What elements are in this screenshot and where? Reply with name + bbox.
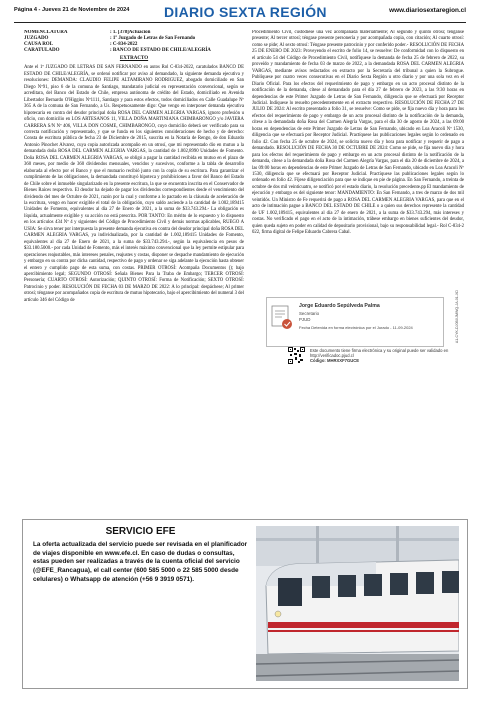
case-info-value: : C-834-2022: [110, 42, 138, 47]
document-side-code: A1-CYK-DJ0BXJMWQ-JA-01-XD: [455, 290, 459, 344]
signature-seal-icon: [270, 304, 294, 332]
efe-ad-body: La oferta actualizada del servicio puede ser revisada en el planificador de viajes disponible en www.efe.cl. En caso de dudas o consultas, estas pueden ser realizadas a través de la cuenta oficial del servicio (@EFE_Rancagua), el call center (600 585 5000 o 22 585 5000 desde celulares) o Whatsapp de atención (+56 9 3919 0571).: [33, 541, 248, 583]
signer-role: Secretario: [299, 311, 320, 316]
case-info-key: CARATULADO: [24, 48, 60, 53]
case-info-key: NOMENCLATURA: [24, 30, 68, 35]
signer-court: PJUD: [299, 317, 311, 322]
article-column-left: [24, 30, 244, 513]
efe-ad-title: SERVICIO EFE: [105, 526, 176, 537]
page-header: [14, 4, 466, 23]
verification-message: Este documento tiene firma electrónica y su original puede ser validado en http://verificadoc.pjud.cl: [310, 348, 449, 358]
signature-date: Fecha Detenida en forma electrónica por el Jurado - 11-09-2024: [299, 325, 413, 330]
extracto-body-left: Ante el 1º JUZGADO DE LETRAS DE SAN FERNANDO en autos Rol C-834-2022, caratulados BANCO DE ESTADO DE CHILE/ALEGRÍA, se ordenó notificar por aviso al demandado, la siguiente demanda ejecutiva y resoluciones: DEMANDA: CLAUDIO FELIPE ALTAMIRANO RODRIGUEZ, abogado domiciliado en San Diego Nº91, piso 6 de la comuna de Santiago, mandatario judicial en representación convencional, según se acreditara, del Banco del Estado de Chile, empresa autónoma de crédito del Estado, domiciliado en Avenida Libertador Bernardo O'Higgins Nº1111, Santiago y para estos efectos, todos domiciliados en Calle Guadalupe Nº 365 A de la comuna de San Fernando, a Us. Respetuosamente digo: Que vengo en interponer demanda ejecutiva hipotecaria en contra del deudor principal doña ROSA DEL CARMEN ALEGRIA VARGAS, ignoro profesión u oficio, con domicilio en LOS ARTESANOS 11, VILLA DOÑA MARTINIANA CHIMBARONGO y/o JAVIERA CARRERA S/N Nº 406, VILLA DON COSME, CHIMBARONGO, cuyo domicilio deberá ser verificado para su correcta notificación y representado, y que se funda en los siguientes consideraciones de hecho y de derecho: Consta de escritura pública de fecha 23 de Diciembre de 2015, suscrita en la Notaría de Rengo, de don Eduardo Antonio Pinochet Alvarez, cuya copia autorizada acompaño en un otrosí, que mi representado dio en mutuo a la demandada doña ROSA DEL CARMEN ALEGRIA VARGAS, la cantidad de 1.002,8990 Unidades de Fomento. Doña ROSA DEL CARMEN ALEGRIA VARGAS, se obligó a pagar la cantidad recibida en mutuo en el plazo de 360 meses, por medio de 360 dividendos mensuales, vencidos y sucesivos, conforme a la tabla de desarrollo elaborada al efecto por el Banco y que el mutuario recibió junto con la copia de su escritura. Para garantizar el cumplimiento de las obligaciones, la demandada constituyó hipoteca y prohibiciones a favor del Banco del Estado de Chile sobre el inmueble singularizado en la presente escritura, la que se encuentra inscrita en el Conservador de Bienes Raíces respectivo. El deudor ha dejado de pagar los dividendos correspondientes desde el vencimiento del dividendo del mes de Octubre de 2021, razón por la cual y conforme a lo pactado en la cláusula de aceleración de la escritura, vengo en hacer exigible el total de la obligación, cuyo saldo asciende a la cantidad de 1.002,189415 Unidades de Fomento, equivalentes al día 27 de Enero de 2021, a la suma de $33.743.294.- La obligación es líquida, actualmente exigible y su acción no está prescrita. POR TANTO: En mérito de lo expuesto y lo dispuesto en los artículos 434 Nº 4 y siguientes del Código de Procedimiento Civil y demás normas aplicables, RUEGO A USIA: Se sirva tener por interpuesta la presente demanda ejecutiva en contra del deudor principal doña ROSA DEL CARMEN ALEGRIA VARGAS, ya individualizada, por la cantidad de 1.002,189415 Unidades de Fomento, equivalentes al día 27 de Enero de 2021, a la suma de $33.743.294.-, según la equivalencia en pesos de $33.180.5000.- por cada Unidad de Fomento, más el interés máximo convencional que la ley permite estipular para operaciones reajustables, más intereses penales, reajustes y costas, disponer se despache mandamiento de ejecución y embargo en su contra por dicha cantidad, respectivo de pago y ordenar se siga adelante la ejecución hasta obtener el entero y cumplido pago de esta suma, con costas. PRIMER OTROSÍ: Acompaña Documentos (); bajo apercibimiento legal; SEGUNDO OTROSÍ: Señala Bienes Para la Traba de Embargo; TERCER OTROSÍ: Personería; CUARTO OTROSÍ: Autorización; QUINTO OTROSÍ: Forma de Notificación; SEXTO OTROSÍ: Patrocinio y poder. RESOLUCIÓN DE FECHA 03 DE MARZO DE 2022: A lo principal: despáchese; Al primer otrosí; ténganse por acompañados copia de escritura de mutuo hipotecario, bajo el apercibimiento del numeral 3 del artículo 346 del Código de: [24, 65, 244, 303]
qr-code-icon: [288, 347, 305, 364]
train-photo: [256, 526, 459, 681]
case-info-value: : BANCO DE ESTADO DE CHILE/ALEGRÍA: [110, 48, 211, 53]
page-date: Página 4 - Jueves 21 de Noviembre de 2024: [14, 7, 130, 13]
efe-service-ad: [22, 519, 468, 689]
verification-code: Código: MHRXXF7GUCE: [310, 358, 360, 363]
case-info-value: : 1. [378]Actuación: [110, 30, 151, 35]
newspaper-masthead: DIARIO SEXTA REGIÓN: [164, 4, 327, 20]
signer-name: Jorge Eduardo Sepúlveda Palma: [299, 303, 380, 309]
efe-ad-text: [33, 526, 248, 585]
article-column-right: [252, 30, 464, 330]
case-info-key: JUZGADO: [24, 36, 49, 41]
electronic-signature-box: [266, 297, 444, 347]
case-info-row: [24, 48, 244, 54]
case-info-key: CAUSA ROL: [24, 42, 54, 47]
case-info-value: : 1º Juzgado de Letras de San Fernando: [110, 36, 196, 41]
website-link[interactable]: www.diariosextaregion.cl: [389, 7, 466, 14]
extracto-body-right: Procedimiento Civil, custódiese una vez acompañada materialmente; Al segundo y quinto otrosí; ténganse presente; Al tercer otrosí; téngase presente personería y por acompañada copia, con citación; Al cuarto otrosí: como se pide; Al sexto otrosí: Téngase presente patrocinio y por conferido poder.- RESOLUCIÓN DE FECHA 25 DE ENERO DE 2023: Proveyendo el escrito de folio 14, se resuelve: De conformidad con lo dispuesto en el artículo 54 del Código de Procedimiento Civil, notifíquese la demanda de fecha 25 de febrero de 2022, su proveído y mandamiento de fecha 03 de marzo de 2022, a la demandada ROSA DEL CARMEN ALEGRIA VARGAS, mediante avisos redactados en extracto por la Secretaría del tribunal a quien la Subrogue. Publíquese por cuatro veces consecutivas en el Diario Sexta Región u otro diario y por una sola vez en el Diario Oficial. Para los efectos del requerimiento de pago y embargo en un acto procesal distinto de la notificación de la demanda, cítese al demandado para el día 27 de febrero de 2023, a las 9:30 horas en dependencias de este Primer Juzgado de Letras de San Fernando, diligencia que se efectuará por Receptor Judicial. Indíquese lo resuelto precedentemente en el extracto respectivo. RESOLUCIÓN DE FECHA 27 DE JULIO DE 2024: Al escrito presentado a folio 31, se resuelve: Como se pide, se fija nuevo día y hora para los efectos del requerimiento de pago y embargo de un acto procesal distinto de la notificación de la demanda, cítese a la demandada doña Rosa del Carmen Alegría Vargas, para el día 30 de agosto de 2024, a las 09:00 horas en dependencias de este Primer Juzgado de Letras de San Fernando, ubicado en Loa Aracoli Nº 1530, diligencia que se efectuará por Receptor Judicial. Practíquese las publicaciones legales según lo ordenado en folio 42. Con fecha 25 de octubre de 2024, se solicita nuevo día y hora para notificar y requerir de pago a demandado. RESOLUCIÓN DE FECHA 30 DE OCTUBRE DE 2024: Como se pide, se fija nuevo día y hora para los efectos del requerimiento de pago y embargo en un acto procesal distinto de la notificación de la demanda, cítese a la demandada doña Rosa del Carmen Alegría Vargas, para el día 20 de diciembre de 2024, a las 09:00 horas en dependencias de este Primer Juzgado de Letras de San Fernando, ubicado en Loa Aracoli Nº 1530, diligencia que se efectuará por Receptor Judicial. Practíquese las publicaciones legales según lo ordenado en folio 42. Fíjese diligenciación para que se indique en pie de página. En San Fernando, a treinta de octubre de dos mil veinticuatro, se notificó por el estado diario, la resolución precedente.pp El mandamiento de ejecución y embargo es del siguiente tenor: MANDAMIENTO: En San Fernando, a tres de marzo de dos mil veintidós. Un Ministro de Fe requerirá de pago a ROSA DEL CARMEN ALEGRIA VARGAS, para que en el acto de intimación pague a BANCO DEL ESTADO DE CHILE o a quien sus derechos represente la cantidad de UF 1.002,189415, equivalentes al día 27 de enero de 2021, a la suma de $33.743.294, más intereses y costas. No verificado el pago en el acto de la intimación, trábese embargo en bienes suficientes del deudor, quien queda sujeto en poder en calidad de depositario provisional, bajo su responsabilidad legal.- Rol C-834-2 022, firma digital de Felipe Eduardo Cabrera Cabal.: [252, 30, 464, 236]
verification-block: [288, 347, 464, 367]
extracto-heading: EXTRACTO: [119, 56, 149, 61]
verification-text: [310, 348, 460, 363]
